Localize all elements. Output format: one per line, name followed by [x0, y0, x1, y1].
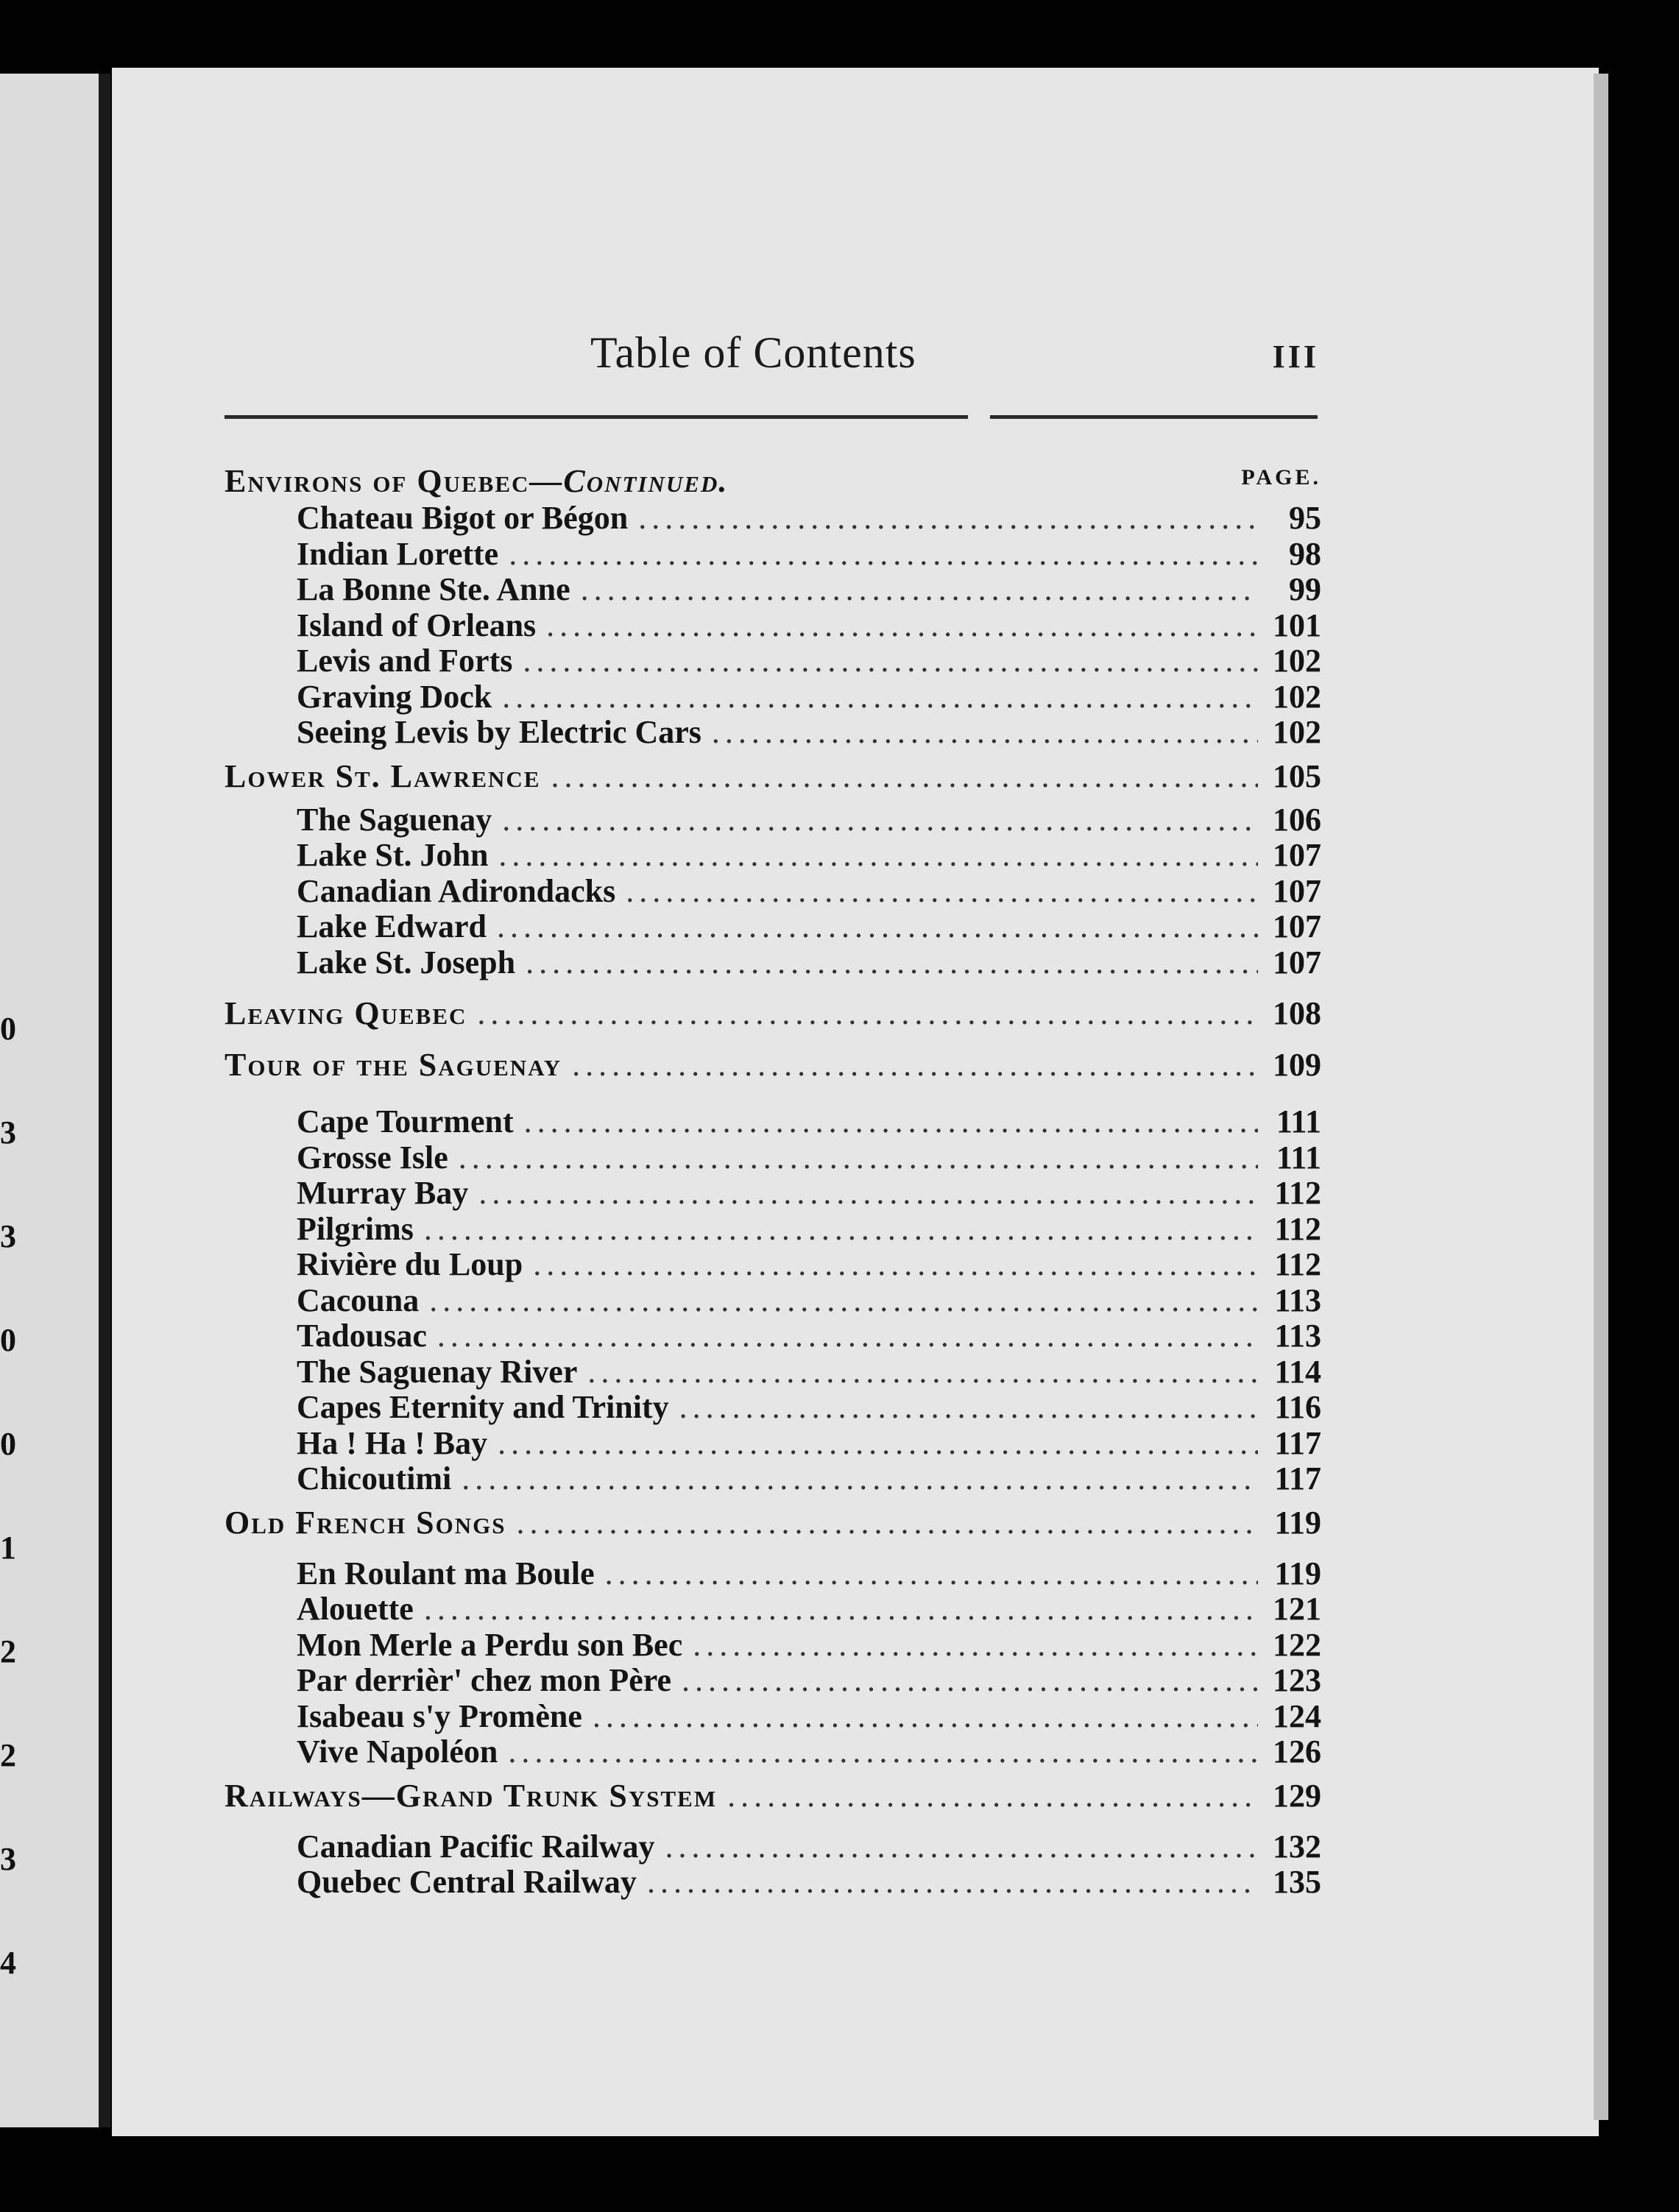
entry-page: 113 [1274, 1282, 1321, 1318]
entry-label: Graving Dock [297, 679, 492, 715]
entry-page: 106 [1273, 802, 1321, 838]
entry-label: Tadousac [297, 1318, 427, 1354]
entry-page: 102 [1273, 715, 1321, 750]
entry-page: 121 [1273, 1591, 1321, 1627]
section-page: 108 [1273, 995, 1321, 1031]
entry-page: 119 [1274, 1555, 1321, 1591]
previous-page-mark: 0 [0, 1011, 16, 1047]
header-rule-right [990, 415, 1318, 419]
toc-entry[interactable] [225, 1283, 1321, 1319]
dot-leader [424, 1212, 1258, 1248]
entry-page: 114 [1274, 1354, 1321, 1390]
dot-leader [727, 1770, 1258, 1822]
entry-label: The Saguenay [297, 802, 492, 838]
previous-page-marks [0, 942, 15, 2015]
dot-leader [587, 1354, 1258, 1391]
toc-section-tour-of-the-saguenay [225, 1039, 1321, 1497]
entry-page: 117 [1274, 1461, 1321, 1497]
toc-entry[interactable] [225, 715, 1321, 751]
toc-entry[interactable] [225, 1699, 1321, 1735]
toc-entry[interactable] [225, 1829, 1321, 1865]
toc-section-heading[interactable] [225, 1039, 1321, 1091]
continued-section-heading [225, 462, 1321, 501]
entry-page: 123 [1273, 1663, 1321, 1698]
entry-page: 95 [1289, 501, 1321, 536]
continued-section-title: Environs of Quebec [225, 463, 530, 499]
toc-entry[interactable] [225, 608, 1321, 644]
page-edge-shadow [1594, 74, 1608, 2120]
toc-entry[interactable] [225, 909, 1321, 945]
dot-leader [459, 1140, 1258, 1176]
entry-page: 107 [1273, 944, 1321, 980]
toc-entry[interactable] [225, 537, 1321, 573]
toc-section-heading[interactable] [225, 988, 1321, 1039]
dot-leader [429, 1283, 1258, 1319]
entry-label: Murray Bay [297, 1176, 469, 1211]
toc-entry[interactable] [225, 1212, 1321, 1248]
entry-page: 124 [1273, 1698, 1321, 1734]
toc-entry[interactable] [225, 572, 1321, 608]
dot-leader [523, 643, 1258, 679]
dot-leader [551, 751, 1259, 802]
page-column-label: PAGE. [1241, 465, 1321, 490]
dot-leader [462, 1461, 1258, 1497]
continued-items [225, 501, 1321, 751]
previous-page-mark: 3 [0, 1218, 16, 1254]
entry-label: Canadian Adirondacks [297, 873, 616, 909]
entry-page: 98 [1289, 536, 1321, 572]
toc-entry[interactable] [225, 1140, 1321, 1176]
toc-section-lower-st-lawrence [225, 751, 1321, 981]
entry-page: 135 [1273, 1865, 1321, 1900]
dot-leader [502, 802, 1258, 838]
toc-entry[interactable] [225, 1390, 1321, 1426]
dot-leader [533, 1247, 1258, 1283]
entry-page: 112 [1274, 1211, 1321, 1247]
section-title: Tour of the Saguenay [225, 1047, 562, 1083]
entry-page: 107 [1273, 838, 1321, 873]
toc-section-heading[interactable] [225, 1770, 1321, 1822]
dot-leader [477, 988, 1258, 1039]
section-page: 109 [1273, 1047, 1321, 1083]
entry-label: Lake St. Joseph [297, 944, 516, 980]
toc-entry[interactable] [225, 501, 1321, 537]
entry-page: 111 [1276, 1139, 1321, 1176]
entry-label: Quebec Central Railway [297, 1865, 637, 1900]
entry-page: 102 [1273, 679, 1321, 715]
dot-leader [638, 501, 1258, 537]
entry-label: Canadian Pacific Railway [297, 1828, 655, 1865]
entry-label: Isabeau s'y Promène [297, 1698, 582, 1734]
section-title: Railways—Grand Trunk System [225, 1777, 718, 1814]
toc-section-heading[interactable] [225, 1497, 1321, 1549]
entry-label: Mon Merle a Perdu son Bec [297, 1627, 683, 1663]
previous-page-mark: 3 [0, 1114, 16, 1151]
dot-leader [679, 1390, 1258, 1426]
section-page: 119 [1274, 1504, 1321, 1541]
entry-page: 126 [1273, 1734, 1321, 1770]
toc-entry[interactable] [225, 1247, 1321, 1283]
section-title: Lower St. Lawrence [225, 757, 541, 794]
dot-leader [509, 537, 1258, 573]
entry-label: La Bonne Ste. Anne [297, 572, 570, 607]
dot-leader [693, 1628, 1258, 1664]
section-title: Old French Songs [225, 1504, 506, 1541]
toc-entry[interactable] [225, 1318, 1321, 1354]
book-gutter [99, 74, 110, 2127]
dot-leader [498, 838, 1258, 874]
dot-leader [508, 1734, 1258, 1770]
entry-label: Rivière du Loup [297, 1247, 523, 1282]
toc-entry[interactable] [225, 679, 1321, 715]
toc-entry[interactable] [225, 1354, 1321, 1391]
entry-page: 101 [1273, 607, 1321, 643]
dot-leader [647, 1865, 1258, 1901]
continued-note: —Continued. [529, 463, 729, 499]
entry-page: 116 [1274, 1390, 1321, 1425]
dot-leader [712, 715, 1258, 751]
toc-entry[interactable] [225, 1663, 1321, 1699]
dot-leader [524, 1104, 1258, 1140]
header-rule [225, 415, 968, 419]
toc-entry[interactable] [225, 1426, 1321, 1462]
entry-label: Lake Edward [297, 909, 487, 944]
entry-label: Cacouna [297, 1282, 420, 1318]
entry-label: The Saguenay River [297, 1354, 578, 1390]
section-title: Leaving Quebec [225, 995, 467, 1031]
dot-leader [581, 572, 1258, 608]
entry-label: En Roulant ma Boule [297, 1555, 595, 1591]
toc-entry[interactable] [225, 1104, 1321, 1140]
previous-page-mark: 1 [0, 1530, 16, 1566]
previous-page-mark: 2 [0, 1633, 16, 1669]
dot-leader [497, 909, 1258, 945]
entry-label: Alouette [297, 1591, 414, 1627]
dot-leader [516, 1497, 1258, 1549]
page-header [112, 328, 1319, 386]
entry-label: Island of Orleans [297, 607, 537, 643]
toc-entry[interactable] [225, 1591, 1321, 1628]
entry-label: Grosse Isle [297, 1139, 448, 1176]
entry-label: Levis and Forts [297, 643, 513, 679]
entry-page: 107 [1273, 909, 1321, 944]
dot-leader [593, 1699, 1258, 1735]
entry-label: Chicoutimi [297, 1461, 452, 1497]
previous-page-mark: 2 [0, 1737, 16, 1773]
dot-leader [605, 1556, 1258, 1592]
section-gap [225, 1822, 1321, 1829]
toc-entry[interactable] [225, 1865, 1321, 1901]
dot-leader [424, 1591, 1258, 1628]
entry-page: 132 [1273, 1828, 1321, 1865]
toc-section-railways [225, 1770, 1321, 1901]
toc-entry[interactable] [225, 874, 1321, 910]
dot-leader [437, 1318, 1258, 1354]
entry-page: 122 [1273, 1627, 1321, 1663]
toc-section-old-french-songs [225, 1497, 1321, 1770]
entry-label: Vive Napoléon [297, 1734, 498, 1770]
table-of-contents [225, 462, 1321, 1901]
toc-entry[interactable] [225, 1628, 1321, 1664]
dot-leader [546, 608, 1258, 644]
section-gap [225, 1549, 1321, 1556]
dot-leader [682, 1663, 1258, 1699]
toc-section-heading[interactable] [225, 751, 1321, 802]
dot-leader [572, 1039, 1258, 1091]
section-gap [225, 1091, 1321, 1104]
dot-leader [478, 1176, 1258, 1212]
entry-label: Cape Tourment [297, 1104, 514, 1139]
previous-page-mark: 0 [0, 1426, 16, 1462]
toc-entry[interactable] [225, 1461, 1321, 1497]
page-title: Table of Contents [590, 328, 916, 377]
entry-page: 117 [1274, 1425, 1321, 1461]
toc-entry[interactable] [225, 1176, 1321, 1212]
entry-page: 112 [1274, 1247, 1321, 1282]
dot-leader [526, 945, 1258, 981]
entry-label: Seeing Levis by Electric Cars [297, 715, 701, 750]
toc-entry[interactable] [225, 1734, 1321, 1770]
entry-page: 113 [1274, 1318, 1321, 1354]
dot-leader [498, 1426, 1258, 1462]
previous-page-mark: 0 [0, 1322, 16, 1358]
entry-page: 112 [1274, 1176, 1321, 1211]
entry-label: Par derrièr' chez mon Père [297, 1663, 672, 1698]
entry-label: Lake St. John [297, 838, 489, 873]
toc-entry[interactable] [225, 945, 1321, 981]
toc-entry[interactable] [225, 802, 1321, 838]
toc-section-leaving-quebec [225, 988, 1321, 1039]
previous-page-mark: 4 [0, 1945, 16, 1981]
toc-entry[interactable] [225, 838, 1321, 874]
section-page: 129 [1273, 1777, 1321, 1814]
entry-page: 107 [1273, 873, 1321, 909]
section-page: 105 [1273, 757, 1321, 794]
toc-entry[interactable] [225, 643, 1321, 679]
dot-leader [665, 1829, 1258, 1865]
entry-label: Pilgrims [297, 1211, 414, 1247]
entry-label: Ha ! Ha ! Bay [297, 1425, 488, 1461]
entry-page: 111 [1276, 1104, 1321, 1139]
entry-label: Chateau Bigot or Bégon [297, 501, 629, 536]
entry-label: Indian Lorette [297, 536, 499, 572]
page-number: III [1272, 339, 1319, 375]
entry-page: 102 [1273, 643, 1321, 679]
entry-label: Capes Eternity and Trinity [297, 1390, 669, 1425]
previous-page-mark: 3 [0, 1841, 16, 1877]
dot-leader [626, 874, 1258, 910]
entry-page: 99 [1289, 572, 1321, 607]
dot-leader [502, 679, 1258, 715]
toc-entry[interactable] [225, 1556, 1321, 1592]
section-gap [225, 980, 1321, 988]
